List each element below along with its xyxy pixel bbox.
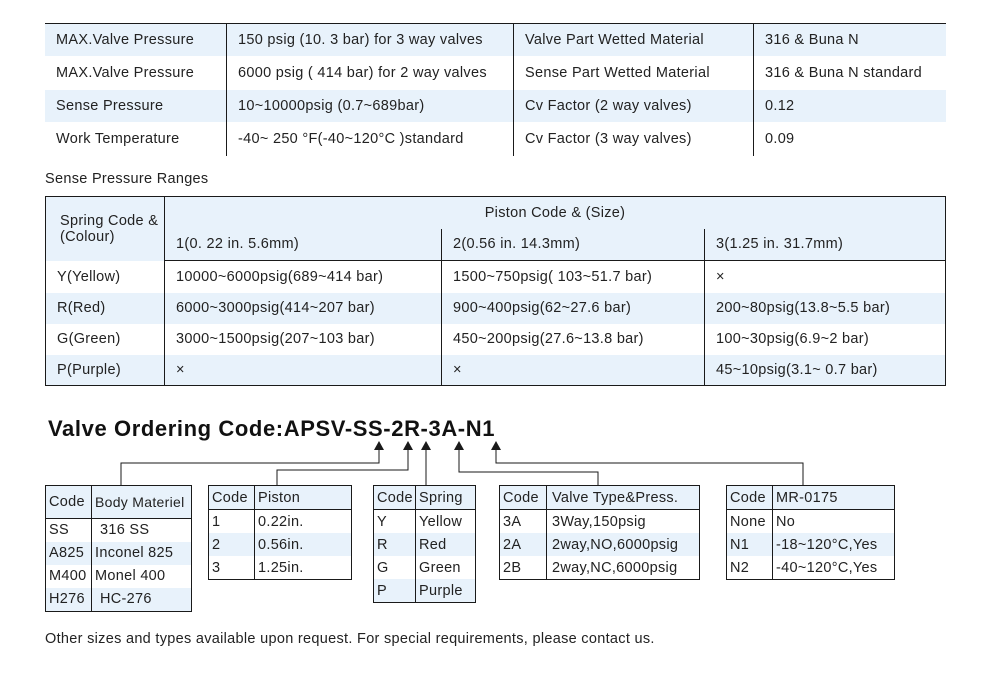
box-desc: 2way,NO,6000psig — [547, 533, 700, 556]
box-row — [46, 518, 191, 542]
piston-box — [208, 485, 352, 580]
box-code: 2B — [500, 556, 547, 579]
spec-value: 0.12 — [754, 90, 947, 123]
spring-box — [373, 485, 476, 603]
box-header-title: Piston — [255, 486, 352, 510]
box-header-title: Body Materiel — [92, 486, 192, 518]
spec-label: Cv Factor (3 way valves) — [514, 123, 754, 156]
box-header-title: Spring — [416, 486, 476, 510]
box-row — [46, 565, 191, 588]
range-cell: 200~80psig(13.8~5.5 bar) — [705, 293, 946, 324]
spec-label: MAX.Valve Pressure — [45, 24, 227, 57]
range-cell: × — [716, 268, 725, 285]
box-code: P — [374, 579, 416, 602]
spring-code: P(Purple) — [46, 355, 165, 386]
piston-column-header: 1(0. 22 in. 5.6mm) — [165, 229, 442, 261]
spec-value: 316 & Buna N standard — [765, 65, 923, 81]
box-header-code: Code — [209, 486, 255, 510]
spec-value: 10~10000psig (0.7~689bar) — [227, 90, 514, 123]
range-cell: 100~30psig(6.9~2 bar) — [716, 331, 870, 347]
spec-label: Sense Part Wetted Material — [514, 57, 754, 90]
spec-value: 0.09 — [765, 131, 795, 147]
box-row — [374, 556, 475, 579]
spec-value: 6000 psig ( 414 bar) for 2 way valves — [227, 57, 514, 90]
footer-note: Other sizes and types available upon request. For special requirements, please contact us. — [45, 631, 655, 647]
box-code: None — [727, 510, 773, 534]
box-code: R — [374, 533, 416, 556]
box-desc: 0.22in. — [258, 513, 304, 530]
range-cell: 1500~750psig( 103~51.7 bar) — [442, 261, 705, 293]
box-desc: 0.56in. — [255, 533, 352, 556]
box-header-code: Code — [727, 486, 773, 510]
piston-column-header: 3(1.25 in. 31.7mm) — [705, 229, 946, 261]
connector-body — [121, 450, 379, 485]
ranges-title: Sense Pressure Ranges — [45, 171, 209, 187]
spring-code: R(Red) — [46, 293, 165, 324]
arrow-up-icon — [454, 441, 464, 450]
spring-code: Y(Yellow) — [46, 261, 165, 293]
box-header-code: Code — [374, 486, 416, 510]
connector-valve — [459, 450, 598, 485]
arrow-up-icon — [403, 441, 413, 450]
box-header-code: Code — [46, 486, 92, 518]
spec-value: 316 & Buna N — [754, 24, 947, 57]
range-cell: 6000~3000psig(414~207 bar) — [165, 293, 442, 324]
box-code: N2 — [727, 556, 773, 579]
box-desc: Purple — [416, 579, 476, 602]
box-desc: 316 SS — [100, 522, 150, 538]
spec-label: Sense Pressure — [45, 90, 227, 123]
box-header-title: Valve Type&Press. — [547, 486, 700, 510]
box-code: M400 — [46, 565, 92, 588]
box-row — [500, 533, 699, 556]
box-header — [727, 486, 894, 510]
range-cell: 10000~6000psig(689~414 bar) — [165, 261, 442, 293]
connector-mr — [496, 450, 803, 485]
spec-value: -40~ 250 °F(-40~120°C )standard — [227, 123, 514, 156]
piston-column-header: 2(0.56 in. 14.3mm) — [442, 229, 705, 261]
box-row — [727, 556, 894, 579]
box-row — [727, 510, 894, 534]
box-code: SS — [46, 518, 92, 542]
range-cell: × — [165, 355, 442, 386]
body-material-box — [45, 485, 192, 612]
spec-label: Work Temperature — [45, 123, 227, 156]
box-row — [500, 510, 699, 534]
box-code: A825 — [46, 542, 92, 565]
range-cell: 45~10psig(3.1~ 0.7 bar) — [705, 355, 946, 386]
ordering-code-example: APSV-SS-2R-3A-N1 — [283, 416, 496, 441]
box-code: N1 — [727, 533, 773, 556]
box-code: 3A — [500, 510, 547, 534]
box-desc: 3Way,150psig — [552, 513, 646, 530]
box-code: 2 — [209, 533, 255, 556]
mr0175-box — [726, 485, 895, 580]
box-desc: Monel 400 — [95, 568, 166, 584]
box-code: 3 — [209, 556, 255, 579]
box-row — [209, 533, 351, 556]
box-desc: -40~120°C,Yes — [776, 559, 878, 576]
box-header — [500, 486, 699, 510]
box-row — [46, 542, 191, 565]
box-header — [46, 486, 191, 518]
box-row — [727, 533, 894, 556]
box-code: 1 — [209, 510, 255, 534]
box-row — [374, 579, 475, 602]
box-desc: HC-276 — [92, 588, 192, 611]
range-cell: × — [442, 355, 705, 386]
box-code: Y — [374, 510, 416, 534]
spec-label: Cv Factor (2 way valves) — [514, 90, 754, 123]
valve-type-box — [499, 485, 700, 580]
range-cell: 900~400psig(62~27.6 bar) — [442, 293, 705, 324]
box-desc: Green — [419, 559, 461, 576]
box-row — [209, 556, 351, 579]
range-cell: 450~200psig(27.6~13.8 bar) — [442, 324, 705, 355]
arrow-up-icon — [374, 441, 384, 450]
spec-label: MAX.Valve Pressure — [45, 57, 227, 90]
box-row — [46, 588, 191, 611]
box-desc: Inconel 825 — [92, 542, 192, 565]
box-row — [209, 510, 351, 534]
box-row — [500, 556, 699, 579]
spring-code-header: Spring Code &(Colour) — [46, 197, 165, 261]
box-code: 2A — [500, 533, 547, 556]
range-cell: 3000~1500psig(207~103 bar) — [165, 324, 442, 355]
box-desc: -18~120°C,Yes — [773, 533, 895, 556]
spec-value: 150 psig (10. 3 bar) for 3 way valves — [227, 24, 514, 57]
arrow-up-icon — [491, 441, 501, 450]
box-code: H276 — [46, 588, 92, 611]
box-header — [374, 486, 475, 510]
box-desc: 2way,NC,6000psig — [552, 559, 678, 576]
box-header-code: Code — [500, 486, 547, 510]
box-row — [374, 510, 475, 534]
box-header-title: MR-0175 — [773, 486, 895, 510]
box-desc: Yellow — [419, 513, 463, 530]
box-header — [209, 486, 351, 510]
connector-piston — [277, 450, 408, 485]
box-desc: Red — [416, 533, 476, 556]
spec-label: Valve Part Wetted Material — [514, 24, 754, 57]
piston-code-header: Piston Code & (Size) — [165, 197, 946, 229]
spring-code: G(Green) — [46, 324, 165, 355]
box-desc: 1.25in. — [258, 559, 304, 576]
ordering-code-prefix: Valve Ordering Code: — [48, 416, 284, 441]
box-desc: No — [776, 513, 796, 530]
arrow-up-icon — [421, 441, 431, 450]
box-row — [374, 533, 475, 556]
box-code: G — [374, 556, 416, 579]
